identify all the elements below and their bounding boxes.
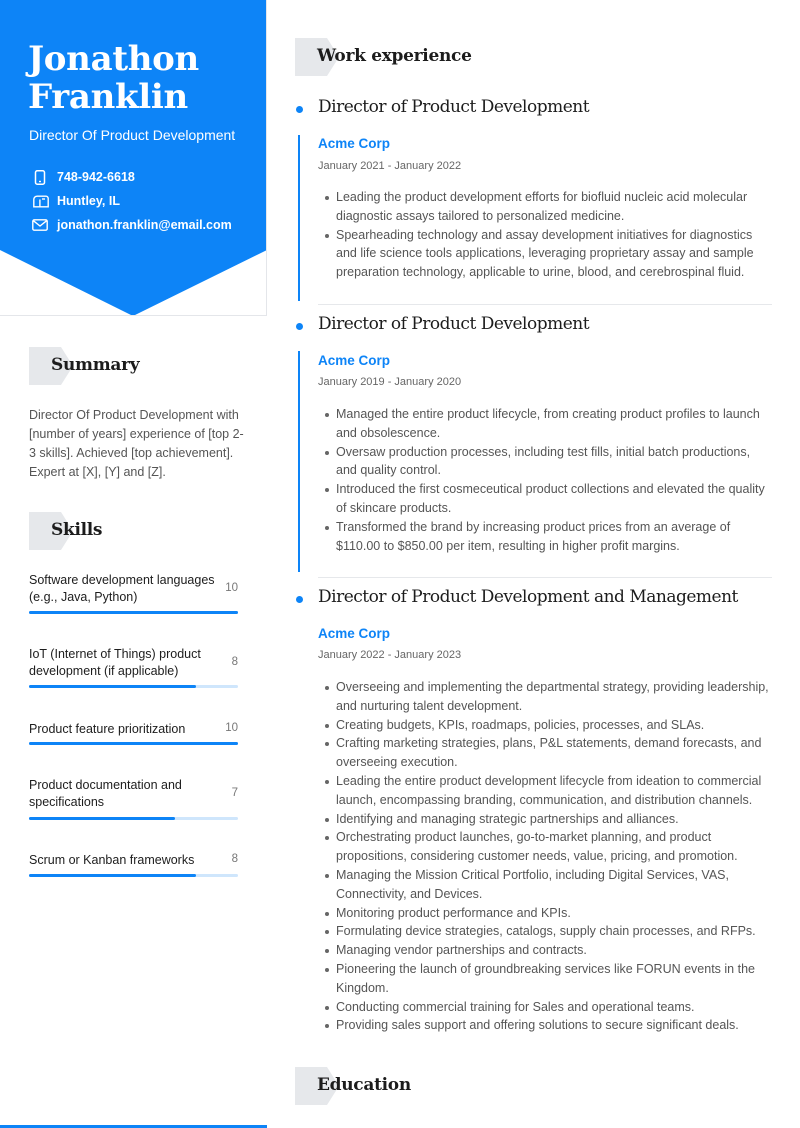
job-bullet: Transformed the brand by increasing product prices from an average of $110.00 to $850.00 per item, resulting in higher profit margins. bbox=[318, 518, 774, 556]
skill-level: 10 bbox=[225, 582, 238, 594]
timeline-dot bbox=[296, 596, 303, 603]
skill-bar bbox=[29, 685, 238, 688]
job-bullet: Managing the Mission Critical Portfolio, including Digital Services, VAS, Connectivity, and Devices. bbox=[318, 866, 774, 904]
skills-heading bbox=[29, 512, 229, 550]
job-bullet: Managed the entire product lifecycle, from creating product profiles to launch and obsolescence. bbox=[318, 405, 774, 443]
education-heading-label: Education bbox=[317, 1075, 411, 1095]
job-bullet: Leading the entire product development lifecycle from ideation to commercial launch, encompassing branding, communication, and distribution channels. bbox=[318, 772, 774, 810]
location-text: Huntley, IL bbox=[57, 194, 120, 208]
skill-bar-fill bbox=[29, 685, 196, 688]
job-bullet: Formulating device strategies, catalogs, supply chain processes, and RFPs. bbox=[318, 922, 774, 941]
timeline-dot bbox=[296, 323, 303, 330]
skill-item bbox=[29, 777, 238, 821]
skill-bar bbox=[29, 874, 238, 877]
skill-level: 7 bbox=[231, 787, 238, 799]
phone-icon bbox=[31, 168, 49, 186]
candidate-title: Director Of Product Development bbox=[29, 127, 236, 143]
job-role: Director of Product Development bbox=[318, 97, 590, 117]
job-company: Acme Corp bbox=[318, 136, 391, 151]
job-bullet: Managing vendor partnerships and contracts. bbox=[318, 941, 774, 960]
first-name: Jonathon bbox=[28, 39, 199, 79]
job-bullet: Providing sales support and offering solutions to secure significant deals. bbox=[318, 1016, 774, 1035]
divider bbox=[266, 0, 267, 316]
contact-phone[interactable] bbox=[31, 165, 232, 189]
skill-bar bbox=[29, 817, 238, 820]
mailbox-icon bbox=[31, 192, 49, 210]
skill-name: Product feature prioritization bbox=[29, 722, 186, 736]
skill-bar-fill bbox=[29, 874, 196, 877]
job-entry bbox=[296, 99, 776, 309]
phone-text: 748-942-6618 bbox=[57, 170, 135, 184]
education-heading bbox=[295, 1067, 595, 1105]
job-bullet: Conducting commercial training for Sales and operational teams. bbox=[318, 998, 774, 1017]
job-bullet: Overseeing and implementing the departmental strategy, providing leadership, and nurturing talent development. bbox=[318, 678, 774, 716]
skill-item bbox=[29, 852, 238, 878]
last-name: Franklin bbox=[28, 77, 188, 117]
envelope-icon bbox=[31, 216, 49, 234]
skill-name: IoT (Internet of Things) product development (if applicable) bbox=[29, 647, 201, 678]
job-bullet: Leading the product development efforts for biofluid nucleic acid molecular diagnostic assays tailored to personalized medicine. bbox=[318, 188, 774, 226]
skill-name: Scrum or Kanban frameworks bbox=[29, 853, 195, 867]
job-dates: January 2019 - January 2020 bbox=[318, 376, 462, 388]
summary-heading bbox=[29, 347, 229, 385]
skill-level: 8 bbox=[231, 853, 238, 865]
job-bullet: Orchestrating product launches, go-to-market planning, and product propositions, considering customer needs, value, pricing, and promotion. bbox=[318, 828, 774, 866]
job-role: Director of Product Development bbox=[318, 314, 590, 334]
skill-bar-fill bbox=[29, 742, 238, 745]
divider bbox=[318, 304, 772, 305]
skill-name: Software development languages (e.g., Java, Python) bbox=[29, 573, 215, 604]
job-bullet: Oversaw production processes, including test fills, initial batch productions, and quality control. bbox=[318, 443, 774, 481]
timeline-dot bbox=[296, 106, 303, 113]
job-role: Director of Product Development and Management bbox=[318, 587, 738, 607]
skill-item bbox=[29, 721, 238, 747]
job-bullets bbox=[318, 678, 774, 1035]
contact-email[interactable] bbox=[31, 213, 232, 237]
skill-level: 8 bbox=[231, 656, 238, 668]
sidebar bbox=[0, 0, 267, 1128]
timeline-line bbox=[298, 351, 300, 572]
job-company: Acme Corp bbox=[318, 626, 391, 641]
divider bbox=[318, 577, 772, 578]
job-bullet: Monitoring product performance and KPIs. bbox=[318, 904, 774, 923]
skill-name: Product documentation and specifications bbox=[29, 778, 182, 809]
work-experience-heading-label: Work experience bbox=[317, 46, 472, 66]
skill-item bbox=[29, 572, 238, 616]
summary-text: Director Of Product Development with [number of years] experience of [top 2-3 skills]. Achieved [top achievement]. Expert at [X], [Y] and [Z]. bbox=[29, 408, 244, 479]
job-dates: January 2022 - January 2023 bbox=[318, 649, 462, 661]
job-bullets bbox=[318, 188, 774, 282]
job-bullet: Identifying and managing strategic partnerships and alliances. bbox=[318, 810, 774, 829]
skill-item bbox=[29, 646, 238, 690]
skill-bar-fill bbox=[29, 817, 175, 820]
contact-location bbox=[31, 189, 232, 213]
job-entry bbox=[296, 589, 776, 1039]
skill-bar bbox=[29, 742, 238, 745]
job-dates: January 2021 - January 2022 bbox=[318, 160, 462, 172]
email-text: jonathon.franklin@email.com bbox=[57, 218, 232, 232]
job-bullet: Spearheading technology and assay development initiatives for diagnostics and life science tools applications, leveraging proprietary assay and sample preparation technology, applicable to urine, blood, and cerebrospinal fluid. bbox=[318, 226, 774, 282]
timeline-line bbox=[298, 135, 300, 301]
job-bullet: Crafting marketing strategies, plans, P&L statements, demand forecasts, and overseeing execution. bbox=[318, 734, 774, 772]
contact-list bbox=[31, 165, 232, 237]
skill-bar bbox=[29, 611, 238, 614]
summary-heading-label: Summary bbox=[51, 355, 140, 375]
job-bullet: Introduced the first cosmeceutical product collections and elevated the quality of skincare products. bbox=[318, 480, 774, 518]
job-bullet: Creating budgets, KPIs, roadmaps, policies, processes, and SLAs. bbox=[318, 716, 774, 735]
job-bullet: Pioneering the launch of groundbreaking services like FORUN events in the Kingdom. bbox=[318, 960, 774, 998]
skill-bar-fill bbox=[29, 611, 238, 614]
work-experience-heading bbox=[295, 38, 595, 76]
job-bullets bbox=[318, 405, 774, 555]
skills-heading-label: Skills bbox=[51, 520, 103, 540]
candidate-name bbox=[28, 40, 199, 116]
divider bbox=[0, 315, 267, 316]
skill-level: 10 bbox=[225, 722, 238, 734]
job-entry bbox=[296, 316, 776, 581]
job-company: Acme Corp bbox=[318, 353, 391, 368]
